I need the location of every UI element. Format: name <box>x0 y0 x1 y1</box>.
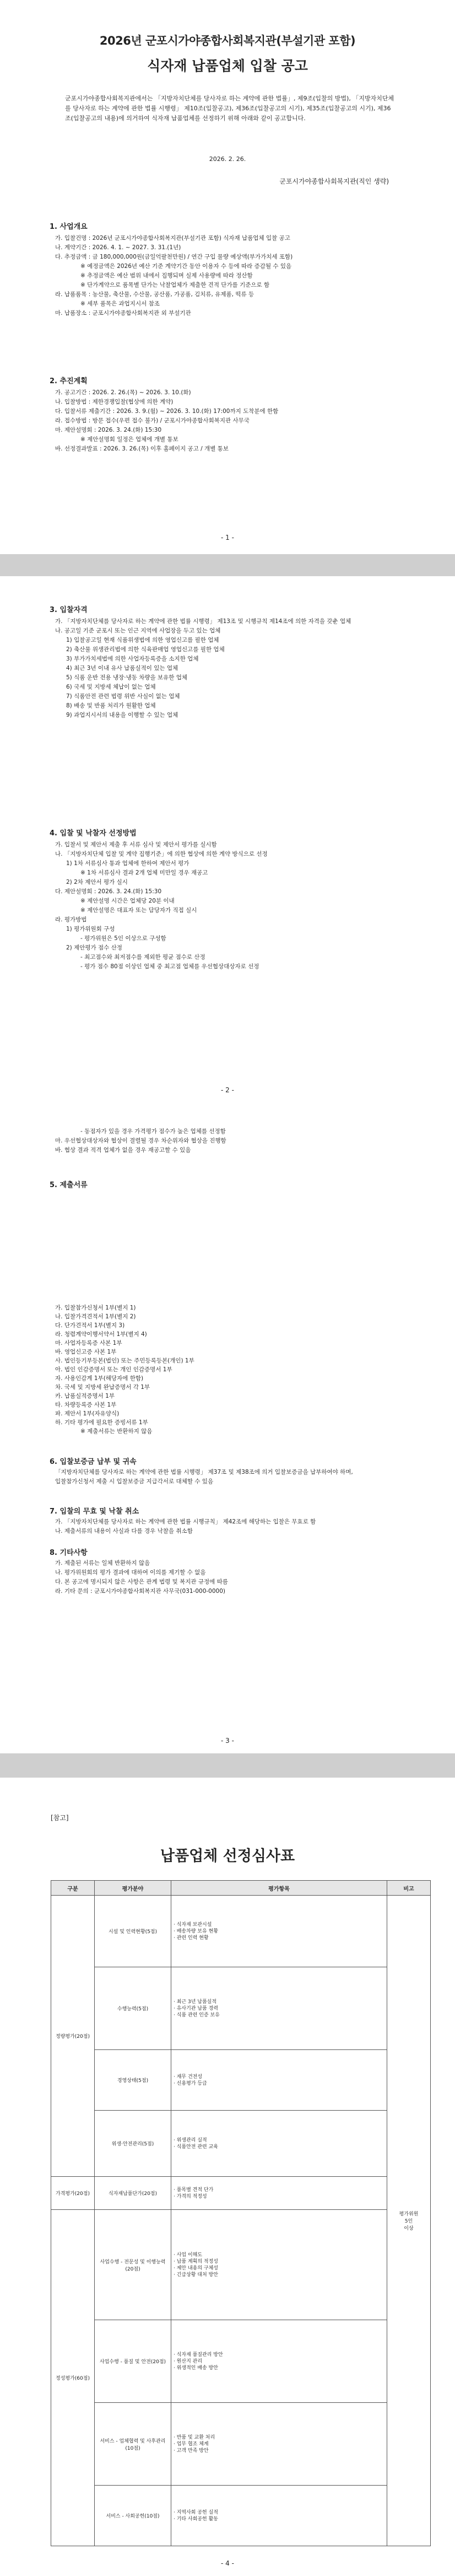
criterion-item: · 배송차량 보유 현황 <box>174 1928 218 1934</box>
section-line: 아. 법인 인감증명서 또는 개인 인감증명서 1부 <box>55 1366 172 1373</box>
section-line: 가. 「지방자치단체를 당사자로 하는 계약에 관한 법률 시행규칙」 제42조에 해당하는 입찰은 무효로 함 <box>55 1518 316 1525</box>
criterion-item: · 위생관리 실적 <box>174 2137 207 2143</box>
criterion-item: · 가격의 적정성 <box>174 2193 207 2199</box>
section-line: ※ 제출서류는 반환하지 않음 <box>80 1428 153 1435</box>
section-line: 2) 축산물 위생관리법에 의한 식육판매업 영업신고를 필한 업체 <box>66 646 225 653</box>
section-line: 나. 평가위원회의 평가 결과에 대하여 이의를 제기할 수 없음 <box>55 1569 206 1576</box>
table-header-item: 평가항목 <box>171 1881 387 1896</box>
section-line: 「지방자치단체를 당사자로 하는 계약에 관한 법률 시행령」 제37조 및 제38조에 의거 입찰보증금을 납부하여야 하며, <box>55 1469 353 1475</box>
section-line: 1) 입찰공고일 현재 식품위생법에 의한 영업신고를 필한 업체 <box>66 637 219 643</box>
section-line: 바. 영업신고증 사본 1부 <box>55 1349 117 1355</box>
section-line: 다. 제안설명회 : 2026. 3. 24.(화) 15:30 <box>55 888 162 895</box>
section-line: 2) 제안평가 점수 산정 <box>66 944 122 951</box>
criterion-item: · 지역사회 공헌 실적 <box>174 2509 218 2515</box>
table-row <box>51 2177 431 2210</box>
table-cell-items <box>171 2050 387 2111</box>
table-cell-items <box>171 2320 387 2403</box>
section-line: 마. 우선협상대상자와 협상이 결렬될 경우 차순위자와 협상을 진행함 <box>55 1137 226 1144</box>
section-heading-4: 4. 입찰 및 낙찰자 선정방법 <box>50 829 137 838</box>
reference-label: [참고] <box>51 1814 69 1822</box>
page-number: - 4 - <box>221 2559 234 2567</box>
section-line: 차. 국세 및 지방세 완납증명서 각 1부 <box>55 1384 150 1391</box>
page-separator <box>0 554 455 576</box>
table-cell-field: 사업수행 - 품질 및 안전(20점) <box>95 2320 171 2403</box>
page-number: - 1 - <box>221 534 234 541</box>
intro-paragraph: 군포시가야종합사회복지관에서는 「지방자치단체를 당사자로 하는 계약에 관한 법률」, 제9조(입찰의 방법), 「지방자치단체를 당사자로 하는 계약에 관한 법률 시행령」 제10조(입찰공고), 제36조(입찰공고의 시기), 제35조(입찰공고의 시기), 제36조(입찰공고의 내용)에 의거하여 식자재 납품업체를 선정하기 위해 아래와 같이 공고합니다. <box>65 95 394 122</box>
page-separator <box>0 1753 455 1778</box>
table-row <box>51 1896 431 1967</box>
section-line: ※ 세부 품목은 과업지시서 참조 <box>80 300 160 307</box>
table-cell-category: 가격평가(20점) <box>51 2177 95 2210</box>
section-line: ※ 제안설명 시간은 업체당 20분 이내 <box>80 898 175 904</box>
criterion-item: · 식자재 보관시설 <box>174 1922 212 1928</box>
table-cell-items <box>171 2177 387 2210</box>
section-line: 1) 1차 서류심사 통과 업체에 한하여 제안서 평가 <box>66 860 189 867</box>
section-line: - 최고점수와 최저점수를 제외한 평균 점수로 산정 <box>80 954 205 960</box>
section-line: 다. 입찰서류 제출기간 : 2026. 3. 9.(월) ~ 2026. 3. 10.(화) 17:00까지 도착분에 한함 <box>55 408 279 415</box>
criterion-item: · 품목별 견적 단가 <box>174 2187 214 2193</box>
table-cell-field: 사업수행 - 전문성 및 이행능력(20점) <box>95 2210 171 2320</box>
section-line: 가. 입찰서 및 제안서 제출 후 서류 심사 및 제안서 평가를 실시함 <box>55 841 217 848</box>
section-line: 라. 기타 문의 : 군포시가야종합사회복지관 사무국(031-000-0000) <box>55 1588 225 1595</box>
section-line: ※ 예정금액은 2026년 예산 기준 계약기간 동안 이용자 수 등에 따라 증감될 수 있음 <box>80 263 292 270</box>
table-cell-items <box>171 2111 387 2177</box>
section-line: 9) 과업지시서의 내용을 이행할 수 있는 업체 <box>66 712 178 718</box>
criterion-item: · 식품안전 관련 교육 <box>174 2144 218 2150</box>
section-line: 가. 제출된 서류는 일체 반환하지 않음 <box>55 1560 150 1566</box>
section-line: 다. 추정금액 : 금 180,000,000원(금일억팔천만원) / 연간 구입 물량 예상액(부가가치세 포함) <box>55 254 293 260</box>
section-line: 가. 입찰건명 : 2026년 군포시가야종합사회복지관(부설기관 포함) 식자재 납품업체 입찰 공고 <box>55 235 290 242</box>
section-line: 7) 식품안전 관련 법령 위반 사실이 없는 업체 <box>66 693 180 700</box>
table-row <box>51 1967 431 2050</box>
criterion-item: · 최근 3년 납품실적 <box>174 1999 217 2005</box>
table-cell-category: 정성평가(60점) <box>51 2210 95 2546</box>
section-line: - 동점자가 있을 경우 가격평가 점수가 높은 업체를 선정함 <box>80 1128 226 1135</box>
issuing-organization: 군포시가야종합사회복지관(직인 생략) <box>279 178 389 185</box>
table-cell-note <box>387 1896 431 2546</box>
section-line: 라. 접수방법 : 방문 접수(우편 접수 불가) / 군포시가야종합사회복지관 사무국 <box>55 417 250 424</box>
section-line: ※ 1차 서류심사 결과 2개 업체 미만일 경우 재공고 <box>80 870 208 876</box>
criterion-item: · 고객 만족 방안 <box>174 2448 209 2454</box>
criterion-item: · 재무 건전성 <box>174 2074 203 2080</box>
section-heading-3: 3. 입찰자격 <box>50 606 88 614</box>
section-line: ※ 단가계약으로 품목별 단가는 낙찰업체가 제출한 견적 단가를 기준으로 함 <box>80 282 270 288</box>
evaluation-table <box>51 1880 431 2546</box>
criterion-item: · 신용평가 등급 <box>174 2080 207 2086</box>
section-line: 나. 입찰방법 : 제한경쟁입찰(협상에 의한 계약) <box>55 399 174 405</box>
section-line: 가. 공고기간 : 2026. 2. 26.(목) ~ 2026. 3. 10.(화) <box>55 389 191 396</box>
section-line: 다. 본 공고에 명시되지 않은 사항은 관계 법령 및 복지관 규정에 따름 <box>55 1579 228 1585</box>
page-number: - 2 - <box>221 1086 234 1094</box>
section-line: 마. 제안설명회 : 2026. 3. 24.(화) 15:30 <box>55 427 162 433</box>
criterion-item: · 관련 인력 현황 <box>174 1935 209 1941</box>
section-line: 타. 차량등록증 사본 1부 <box>55 1402 117 1408</box>
section-line: 나. 공고일 기준 군포시 또는 인근 지역에 사업장을 두고 있는 업체 <box>55 627 221 634</box>
section-line: 나. 입찰가격견적서 1부(별지 2) <box>55 1313 136 1320</box>
table-header-note: 비고 <box>387 1881 431 1896</box>
criterion-item: · 기타 사회공헌 활동 <box>174 2516 218 2522</box>
section-line: 마. 사업자등록증 사본 1부 <box>55 1340 122 1346</box>
page-subtitle: 식자재 납품업체 입찰 공고 <box>147 58 308 74</box>
section-heading-2: 2. 추진계획 <box>50 377 88 385</box>
table-cell-field: 서비스 - 사회공헌(10점) <box>95 2486 171 2546</box>
section-line: 4) 최근 3년 이내 유사 납품실적이 있는 업체 <box>66 665 178 672</box>
table-row <box>51 2050 431 2111</box>
criterion-item: · 사업 이해도 <box>174 2252 203 2258</box>
criterion-item: · 반품 및 교환 처리 <box>174 2434 215 2440</box>
table-header-field: 평가분야 <box>95 1881 171 1896</box>
table-cell-field: 위생·안전관리(5점) <box>95 2111 171 2177</box>
table-row <box>51 2320 431 2403</box>
criterion-item: · 납품 계획의 적정성 <box>174 2258 218 2264</box>
section-line: - 평가위원은 5인 이상으로 구성함 <box>80 935 166 942</box>
note-line: 이상 <box>404 2226 414 2231</box>
table-cell-field: 시설 및 인력현황(5점) <box>95 1896 171 1967</box>
section-line: ※ 추정금액은 예산 범위 내에서 집행되며 실제 사용량에 따라 정산함 <box>80 272 253 279</box>
page-2 <box>0 576 455 1304</box>
criterion-item: · 업무 협조 체계 <box>174 2441 209 2447</box>
section-line: 하. 기타 평가에 필요한 증빙서류 1부 <box>55 1419 148 1426</box>
section-line: 5) 식품 운반 전용 냉장·냉동 차량을 보유한 업체 <box>66 674 188 681</box>
section-heading-7: 7. 입찰의 무효 및 낙찰 취소 <box>50 1507 139 1516</box>
section-line: - 평가 점수 80점 이상인 업체 중 최고점 업체를 우선협상대상자로 선정 <box>80 963 259 970</box>
table-row <box>51 2486 431 2546</box>
section-line: 카. 납품실적증명서 1부 <box>55 1393 115 1399</box>
table-cell-items <box>171 1896 387 1967</box>
section-heading-8: 8. 기타사항 <box>50 1549 88 1557</box>
table-cell-field: 경영상태(5점) <box>95 2050 171 2111</box>
note-line: 5인 <box>404 2219 413 2224</box>
section-line: 파. 제안서 1부(자유양식) <box>55 1410 120 1417</box>
notice-date: 2026. 2. 26. <box>209 155 246 163</box>
page-3 <box>0 1304 455 1753</box>
section-line: 라. 평가방법 <box>55 916 87 923</box>
section-line: 나. 제출서류의 내용이 사실과 다를 경우 낙찰을 취소함 <box>55 1528 193 1534</box>
criterion-item: · 식자재 품질관리 방안 <box>174 2352 223 2358</box>
section-line: 마. 납품장소 : 군포시가야종합사회복지관 외 부설기관 <box>55 310 191 316</box>
table-row <box>51 2403 431 2486</box>
evaluation-title: 납품업체 선정심사표 <box>160 1848 295 1865</box>
table-cell-items <box>171 2210 387 2320</box>
section-heading-1: 1. 사업개요 <box>50 223 88 231</box>
section-line: 라. 납품품목 : 농산물, 축산물, 수산물, 공산품, 가공품, 김치류, 유제품, 떡류 등 <box>55 291 254 298</box>
section-line: 3) 부가가치세법에 의한 사업자등록증을 소지한 업체 <box>66 656 199 662</box>
table-cell-items <box>171 1967 387 2050</box>
table-cell-items <box>171 2403 387 2486</box>
page-4 <box>0 1778 455 2576</box>
section-line: ※ 제안설명은 대표자 또는 담당자가 직접 실시 <box>80 907 197 914</box>
table-row <box>51 2111 431 2177</box>
section-line: 바. 협상 결과 적격 업체가 없을 경우 재공고할 수 있음 <box>55 1147 191 1153</box>
criterion-item: · 식품 관련 인증 보유 <box>174 2012 220 2018</box>
section-heading-6: 6. 입찰보증금 납부 및 귀속 <box>50 1458 137 1466</box>
section-line: 가. 「지방자치단체를 당사자로 하는 계약에 관한 법률 시행령」 제13조 및 시행규칙 제14조에 의한 자격을 갖춘 업체 <box>55 618 351 625</box>
criterion-item: · 유사기관 납품 경력 <box>174 2005 218 2011</box>
page-title: 2026년 군포시가야종합사회복지관(부설기관 포함) <box>99 34 356 47</box>
section-line: 나. 「지방자치단체 입찰 및 계약 집행기준」에 의한 협상에 의한 계약 방식으로 선정 <box>55 851 268 857</box>
section-line: 1) 평가위원회 구성 <box>66 926 115 932</box>
table-cell-field: 수행능력(5점) <box>95 1967 171 2050</box>
table-cell-items <box>171 2486 387 2546</box>
section-line: 바. 선정결과발표 : 2026. 3. 26.(목) 이후 홈페이지 공고 / 개별 통보 <box>55 446 229 452</box>
section-line: 8) 배송 및 반품 처리가 원활한 업체 <box>66 702 156 709</box>
section-line: 다. 단가견적서 1부(별지 3) <box>55 1322 125 1329</box>
criterion-item: · 제안 내용의 구체성 <box>174 2265 218 2271</box>
page-number: - 3 - <box>221 1737 234 1745</box>
section-line: 6) 국세 및 지방세 체납이 없는 업체 <box>66 684 156 690</box>
criterion-item: · 위생적인 배송 방안 <box>174 2365 218 2371</box>
section-line: 자. 사용인감계 1부(해당자에 한함) <box>55 1375 144 1382</box>
page-1 <box>0 0 455 554</box>
table-cell-field: 서비스 - 업체협력 및 사후관리(10점) <box>95 2403 171 2486</box>
section-line: 라. 청렴계약이행서약서 1부(별지 4) <box>55 1331 147 1338</box>
criterion-item: · 긴급상황 대처 방안 <box>174 2272 218 2278</box>
table-header-category: 구분 <box>51 1881 95 1896</box>
section-line: 2) 2차 제안서 평가 실시 <box>66 879 128 886</box>
table-cell-field: 식자재납품단가(20점) <box>95 2177 171 2210</box>
section-line: 입찰참가신청서 제출 시 입찰보증금 지급각서로 대체할 수 있음 <box>55 1478 214 1485</box>
criterion-item: · 원산지 관리 <box>174 2358 203 2364</box>
section-line: 가. 입찰참가신청서 1부(별지 1) <box>55 1305 136 1311</box>
table-cell-category: 정량평가(20점) <box>51 1896 95 2177</box>
section-line: 나. 계약기간 : 2026. 4. 1. ~ 2027. 3. 31.(1년) <box>55 244 181 251</box>
table-row <box>51 2210 431 2320</box>
section-heading-5: 5. 제출서류 <box>50 1181 88 1189</box>
note-line: 평가위원 <box>399 2212 419 2217</box>
section-line: 사. 법인등기부등본(법인) 또는 주민등록등본(개인) 1부 <box>55 1357 194 1364</box>
section-line: ※ 제안설명회 일정은 업체에 개별 통보 <box>80 436 178 443</box>
